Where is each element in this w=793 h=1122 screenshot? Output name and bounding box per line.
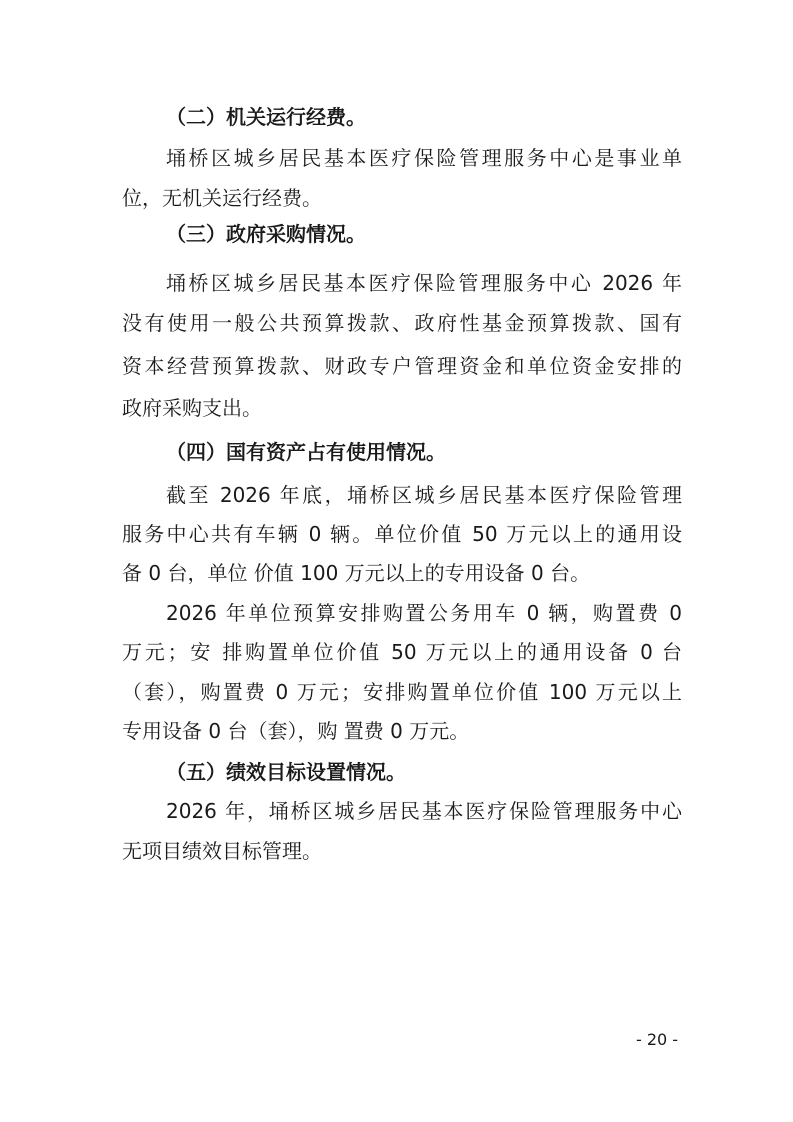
paragraph-line: 2026 年，埇桥区城乡居民基本医疗保险管理服务中心 <box>166 799 682 823</box>
paragraph-line: 位，无机关运行经费。 <box>122 186 322 210</box>
section-heading-performance-goals: （五）绩效目标设置情况。 <box>166 760 406 784</box>
section-heading-operating-expenses: （二）机关运行经费。 <box>166 105 366 129</box>
paragraph-line: 截至 2026 年底，埇桥区城乡居民基本医疗保险管理 <box>166 483 682 507</box>
paragraph-line: 埇桥区城乡居民基本医疗保险管理服务中心是事业单 <box>166 146 682 170</box>
paragraph-line: （套），购置费 0 万元；安排购置单位价值 100 万元以上 <box>122 680 682 704</box>
paragraph-line: 政府采购支出。 <box>122 396 262 420</box>
paragraph-line: 2026 年单位预算安排购置公务用车 0 辆，购置费 0 <box>166 601 682 625</box>
paragraph-line: 万元；安 排购置单位价值 50 万元以上的通用设备 0 台 <box>122 640 682 664</box>
page-number: - 20 - <box>636 1030 679 1049</box>
paragraph-line: 没有使用一般公共预算拨款、政府性基金预算拨款、国有 <box>122 311 682 335</box>
paragraph-line: 无项目绩效目标管理。 <box>122 839 322 863</box>
paragraph-line: 服务中心共有车辆 0 辆。单位价值 50 万元以上的通用设 <box>122 522 682 546</box>
paragraph-line: 资本经营预算拨款、财政专户管理资金和单位资金安排的 <box>122 354 682 378</box>
paragraph-line: 专用设备 0 台（套），购 置费 0 万元。 <box>122 719 470 743</box>
paragraph-line: 埇桥区城乡居民基本医疗保险管理服务中心 2026 年 <box>166 271 682 295</box>
section-heading-procurement: （三）政府采购情况。 <box>166 222 366 246</box>
paragraph-line: 备 0 台，单位 价值 100 万元以上的专用设备 0 台。 <box>122 561 591 585</box>
section-heading-state-assets: （四）国有资产占有使用情况。 <box>166 440 446 464</box>
